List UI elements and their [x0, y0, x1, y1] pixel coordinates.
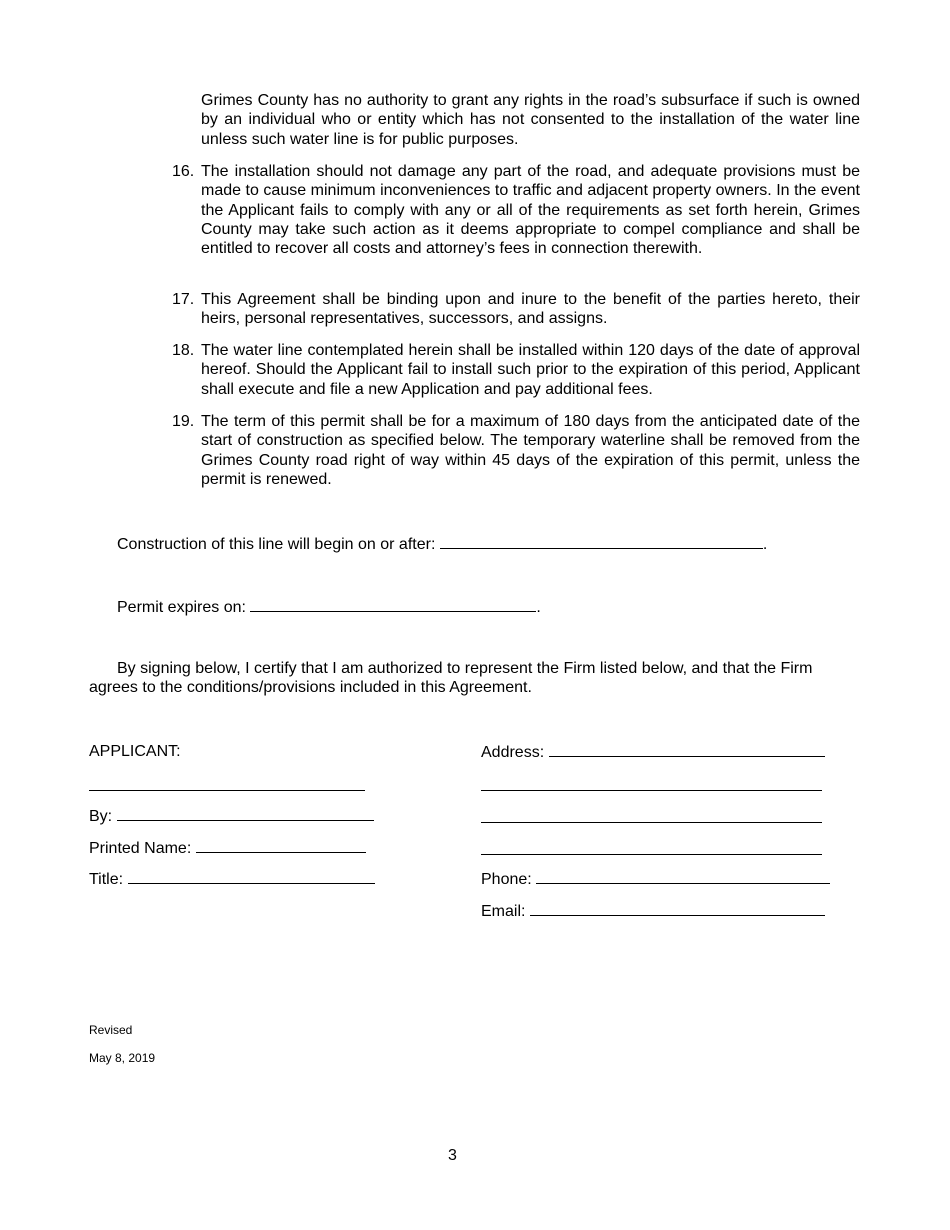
item-number: 18.: [172, 342, 195, 359]
printed-name-line: [89, 838, 366, 858]
printed-name-field[interactable]: [196, 838, 366, 853]
address-label: Address:: [481, 744, 545, 761]
email-line: [481, 901, 825, 921]
list-item: [172, 412, 860, 489]
title-label: Title:: [89, 871, 124, 888]
address-field-line-4[interactable]: [481, 854, 822, 855]
revised-label: Revised: [89, 1023, 133, 1037]
permit-expires-line: [117, 597, 541, 617]
permit-expires-field[interactable]: [250, 597, 536, 612]
address-field[interactable]: [549, 742, 825, 757]
email-field[interactable]: [530, 901, 825, 916]
construction-date-line: [117, 534, 767, 554]
by-line: [89, 806, 374, 826]
construction-date-label: Construction of this line will begin on or after:: [117, 536, 436, 553]
by-label: By:: [89, 808, 113, 825]
item-number: 19.: [172, 413, 195, 430]
permit-expires-label: Permit expires on:: [117, 599, 246, 616]
construction-date-period: .: [762, 536, 768, 553]
phone-label: Phone:: [481, 871, 532, 888]
permit-expires-period: .: [536, 599, 541, 616]
item-text: The installation should not damage any part of the road, and adequate provisions must be made to cause minimum inconveniences to traffic and adjacent property owners. In the event the Applicant fails to comply with any or all of the requirements as set forth herein, Grimes County may take such action as it deems appropriate to compel compliance and shall be entitled to recover all costs and attorney’s fees in connection therewith.: [201, 163, 860, 258]
item-number: 16.: [172, 163, 195, 180]
applicant-firm-field[interactable]: [89, 790, 365, 791]
construction-date-field[interactable]: [440, 534, 763, 549]
printed-name-label: Printed Name:: [89, 840, 192, 857]
item-text: The term of this permit shall be for a maximum of 180 days from the anticipated date of the start of construction as specified below. The temporary waterline shall be removed from the Grimes County road right of way within 45 days of the expiration of this permit, unless the permit is renewed.: [201, 413, 860, 488]
list-item: [172, 290, 860, 329]
list-item: [172, 162, 860, 258]
phone-line: [481, 869, 830, 889]
revised-date: May 8, 2019: [89, 1051, 156, 1065]
email-label: Email:: [481, 903, 526, 920]
address-line: [481, 742, 825, 762]
address-field-line-2[interactable]: [481, 790, 822, 791]
list-item: [172, 341, 860, 399]
applicant-heading: APPLICANT:: [89, 743, 181, 760]
title-line: [89, 869, 375, 889]
by-field[interactable]: [117, 806, 374, 821]
item-number: 17.: [172, 291, 195, 308]
certify-paragraph: By signing below, I certify that I am authorized to represent the Firm listed below, and that the Firm agrees to the conditions/provisions included in this Agreement.: [89, 660, 813, 697]
title-field[interactable]: [128, 869, 375, 884]
phone-field[interactable]: [536, 869, 830, 884]
page-number: 3: [448, 1147, 457, 1164]
item-text: This Agreement shall be binding upon and inure to the benefit of the parties hereto, their heirs, personal representatives, successors, and assigns.: [201, 291, 860, 328]
intro-paragraph: Grimes County has no authority to grant any rights in the road’s subsurface if such is owned by an individual who or entity which has not consented to the installation of the water line unless such water line is for public purposes.: [201, 92, 860, 148]
address-field-line-3[interactable]: [481, 822, 822, 823]
item-text: The water line contemplated herein shall be installed within 120 days of the date of approval hereof. Should the Applicant fail to install such prior to the expiration of this period, Applicant shall execute and file a new Application and pay additional fees.: [201, 342, 860, 398]
